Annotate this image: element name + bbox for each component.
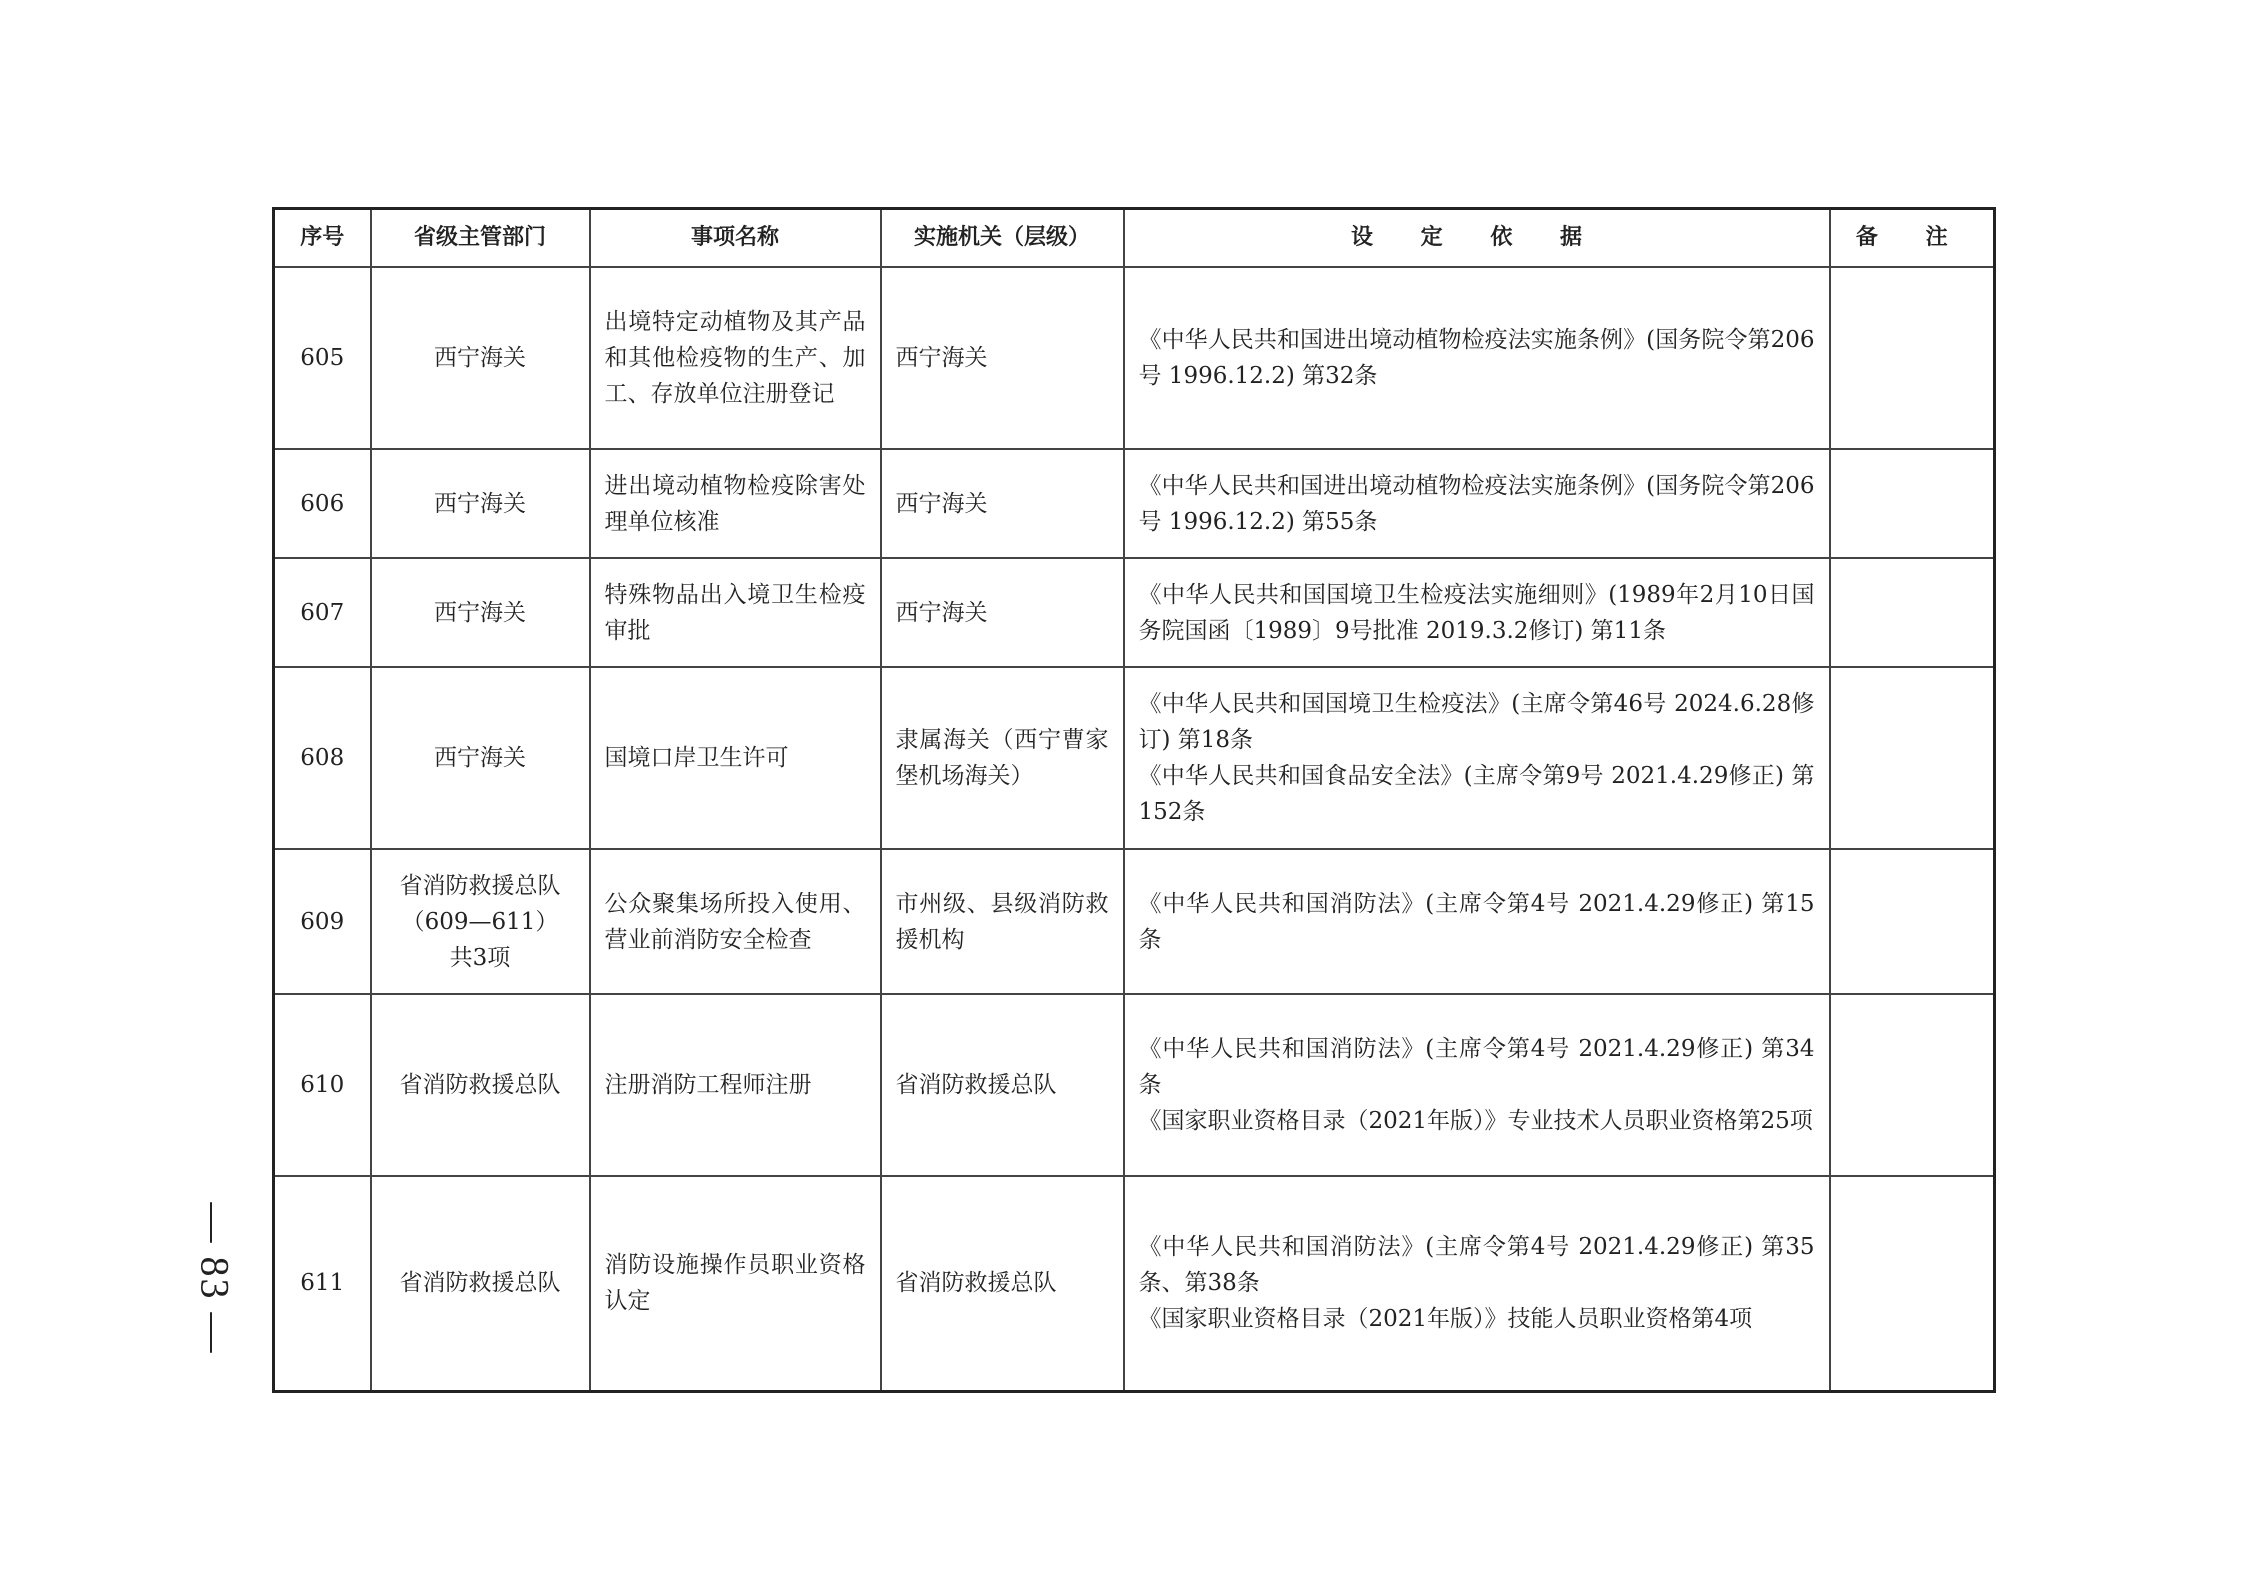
page-number-text: — 83 — bbox=[192, 1202, 238, 1354]
cell-seq: 608 bbox=[274, 667, 371, 849]
cell-agency: 隶属海关（西宁曹家堡机场海关） bbox=[881, 667, 1124, 849]
basis-line: 《中华人民共和国进出境动植物检疫法实施条例》(国务院令第206号 1996.12.2) 第55条 bbox=[1138, 472, 1815, 535]
cell-remark bbox=[1830, 849, 1995, 994]
basis-line: 《中华人民共和国国境卫生检疫法》(主席令第46号 2024.6.28修订) 第18条 bbox=[1138, 691, 1815, 753]
header-agency: 实施机关（层级） bbox=[881, 209, 1124, 268]
items-table bbox=[272, 207, 1996, 1393]
table-row bbox=[274, 994, 1995, 1176]
table-row bbox=[274, 449, 1995, 558]
dept-count: 共3项 bbox=[449, 944, 511, 971]
cell-agency: 西宁海关 bbox=[881, 267, 1124, 449]
table-row bbox=[274, 849, 1995, 994]
cell-agency: 西宁海关 bbox=[881, 558, 1124, 667]
basis-line: 《中华人民共和国食品安全法》(主席令第9号 2021.4.29修正) 第152条 bbox=[1138, 763, 1815, 825]
cell-remark bbox=[1830, 449, 1995, 558]
header-basis: 设 定 依 据 bbox=[1124, 209, 1830, 268]
header-dept: 省级主管部门 bbox=[371, 209, 590, 268]
cell-dept: 西宁海关 bbox=[371, 667, 590, 849]
basis-line: 《中华人民共和国消防法》(主席令第4号 2021.4.29修正) 第15条 bbox=[1138, 890, 1815, 953]
cell-basis bbox=[1124, 667, 1830, 849]
cell-remark bbox=[1830, 667, 1995, 849]
cell-item: 出境特定动植物及其产品和其他检疫物的生产、加工、存放单位注册登记 bbox=[590, 267, 881, 449]
basis-line: 《国家职业资格目录（2021年版）》专业技术人员职业资格第25项 bbox=[1138, 1108, 1813, 1134]
cell-remark bbox=[1830, 267, 1995, 449]
cell-dept: 西宁海关 bbox=[371, 449, 590, 558]
basis-line: 《中华人民共和国消防法》(主席令第4号 2021.4.29修正) 第34条 bbox=[1138, 1036, 1815, 1098]
cell-basis bbox=[1124, 1176, 1830, 1391]
cell-basis bbox=[1124, 558, 1830, 667]
cell-dept bbox=[371, 849, 590, 994]
cell-basis bbox=[1124, 267, 1830, 449]
table-row bbox=[274, 558, 1995, 667]
cell-seq: 609 bbox=[274, 849, 371, 994]
header-remark: 备 注 bbox=[1830, 209, 1995, 268]
cell-agency: 市州级、县级消防救援机构 bbox=[881, 849, 1124, 994]
header-item: 事项名称 bbox=[590, 209, 881, 268]
cell-item: 国境口岸卫生许可 bbox=[590, 667, 881, 849]
header-row bbox=[274, 209, 1995, 268]
cell-seq: 607 bbox=[274, 558, 371, 667]
cell-remark bbox=[1830, 994, 1995, 1176]
basis-line: 《国家职业资格目录（2021年版）》技能人员职业资格第4项 bbox=[1138, 1306, 1753, 1333]
cell-basis bbox=[1124, 849, 1830, 994]
dept-range: （609—611） bbox=[401, 908, 559, 935]
basis-line: 《中华人民共和国国境卫生检疫法实施细则》(1989年2月10日国务院国函〔1989〕9号批准 2019.3.2修订) 第11条 bbox=[1138, 581, 1815, 644]
cell-item: 公众聚集场所投入使用、营业前消防安全检查 bbox=[590, 849, 881, 994]
cell-seq: 611 bbox=[274, 1176, 371, 1391]
table-row bbox=[274, 667, 1995, 849]
cell-basis bbox=[1124, 994, 1830, 1176]
cell-item: 进出境动植物检疫除害处理单位核准 bbox=[590, 449, 881, 558]
cell-dept: 西宁海关 bbox=[371, 267, 590, 449]
cell-remark bbox=[1830, 1176, 1995, 1391]
cell-item: 特殊物品出入境卫生检疫审批 bbox=[590, 558, 881, 667]
cell-remark bbox=[1830, 558, 1995, 667]
cell-agency: 西宁海关 bbox=[881, 449, 1124, 558]
cell-seq: 605 bbox=[274, 267, 371, 449]
page-number bbox=[193, 1198, 237, 1358]
table-row bbox=[274, 1176, 1995, 1391]
cell-dept: 西宁海关 bbox=[371, 558, 590, 667]
cell-dept: 省消防救援总队 bbox=[371, 994, 590, 1176]
table-row bbox=[274, 267, 1995, 449]
cell-agency: 省消防救援总队 bbox=[881, 1176, 1124, 1391]
cell-agency: 省消防救援总队 bbox=[881, 994, 1124, 1176]
header-seq: 序号 bbox=[274, 209, 371, 268]
basis-line: 《中华人民共和国进出境动植物检疫法实施条例》(国务院令第206号 1996.12.2) 第32条 bbox=[1138, 327, 1815, 389]
cell-dept: 省消防救援总队 bbox=[371, 1176, 590, 1391]
cell-seq: 606 bbox=[274, 449, 371, 558]
cell-item: 消防设施操作员职业资格认定 bbox=[590, 1176, 881, 1391]
basis-line: 《中华人民共和国消防法》(主席令第4号 2021.4.29修正) 第35条、第38条 bbox=[1138, 1234, 1815, 1297]
cell-item: 注册消防工程师注册 bbox=[590, 994, 881, 1176]
cell-seq: 610 bbox=[274, 994, 371, 1176]
dept-line: 省消防救援总队 bbox=[399, 872, 561, 899]
cell-basis bbox=[1124, 449, 1830, 558]
